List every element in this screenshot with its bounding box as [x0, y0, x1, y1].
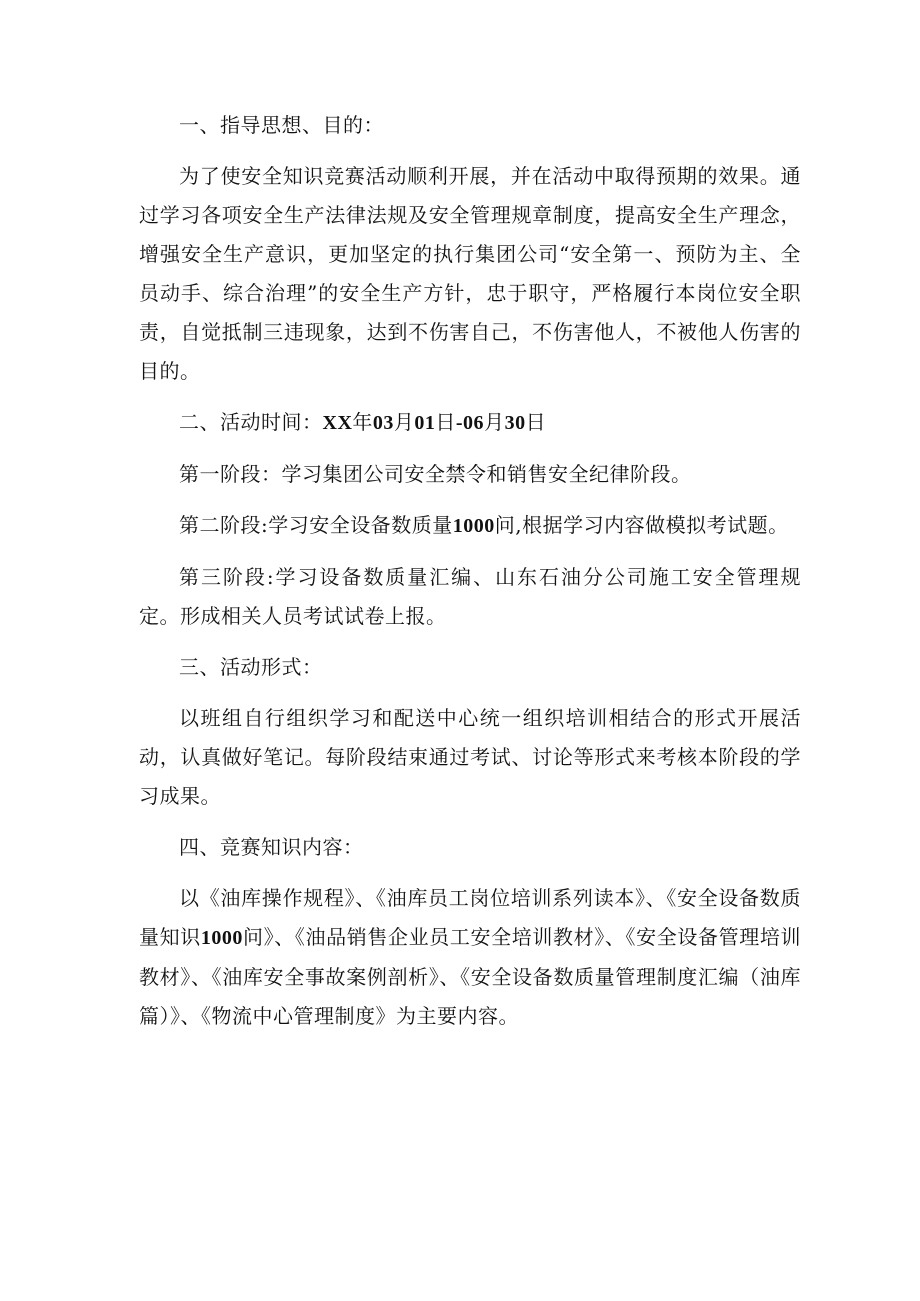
section1-paragraph-text: 为了使安全知识竞赛活动顺利开展，并在活动中取得预期的效果。通过学习各项安全生产法律法规及安全管理规章制度，提高安全生产理念，增强安全生产意识，更加坚定的执行集团公司“安全第一、预防为主、全员动手、综合治理”的安全生产方针，忠于职守，严格履行本岗位安全职责，自觉抵制三违现象，达到不伤害自己，不伤害他人，不被他人伤害的目的。 [139, 164, 801, 383]
stage2-number: 1000 [452, 515, 495, 537]
section4-heading-text: 四、竞赛知识内容： [179, 835, 364, 859]
section3-heading [139, 648, 801, 687]
date-year: XX [322, 412, 353, 434]
section4-text-a: 以《油库操作规程》、《油库员工岗位培训系列读本》、《安全设备数质量知识 [139, 886, 801, 949]
section4-heading [139, 828, 801, 867]
stage2-text-b: 问,根据学习内容做模拟考试题。 [494, 513, 789, 537]
section4-number: 1000 [200, 927, 243, 949]
date-end-day: 30 [504, 412, 526, 434]
stage1-text: 第一阶段：学习集团公司安全禁令和销售安全纪律阶段。 [179, 462, 692, 486]
section3-paragraph-text: 以班组自行组织学习和配送中心统一组织培训相结合的形式开展活动，认真做好笔记。每阶段结束通过考试、讨论等形式来考核本阶段的学习成果。 [139, 706, 801, 808]
section1-paragraph [139, 157, 801, 391]
section2-heading [139, 403, 801, 443]
stage2-text-a: 第二阶段:学习安全设备数质量 [179, 513, 453, 537]
section1-heading [139, 106, 801, 145]
date-year-unit: 年 [352, 410, 373, 434]
section2-heading-prefix: 二、活动时间： [179, 410, 323, 434]
document-page [139, 106, 801, 1048]
date-month-unit: 月 [393, 410, 415, 434]
stage3-text: 第三阶段:学习设备数质量汇编、山东石油分公司施工安全管理规定。形成相关人员考试试卷上报。 [139, 565, 801, 628]
date-start-month: 03 [372, 412, 394, 434]
stage2-paragraph [139, 506, 801, 546]
section1-heading-text: 一、指导思想、目的： [179, 113, 384, 137]
section4-paragraph [139, 879, 801, 1036]
date-end-month: -06 [455, 412, 485, 434]
stage3-paragraph [139, 558, 801, 636]
date-end-day-unit: 日 [525, 410, 547, 434]
date-start-day: 01 [414, 412, 436, 434]
section3-paragraph [139, 699, 801, 816]
date-end-month-unit: 月 [484, 410, 505, 434]
section3-heading-text: 三、活动形式： [179, 655, 323, 679]
section4-text-b: 问》、《油品销售企业员工安全培训教材》、《安全设备管理培训教材》、《油库安全事故案例剖析》、《安全设备数质量管理制度汇编（油库篇）》、《物流中心管理制度》为主要内容。 [139, 925, 801, 1028]
date-day-unit: 日 [435, 410, 456, 434]
stage1-paragraph [139, 455, 801, 494]
